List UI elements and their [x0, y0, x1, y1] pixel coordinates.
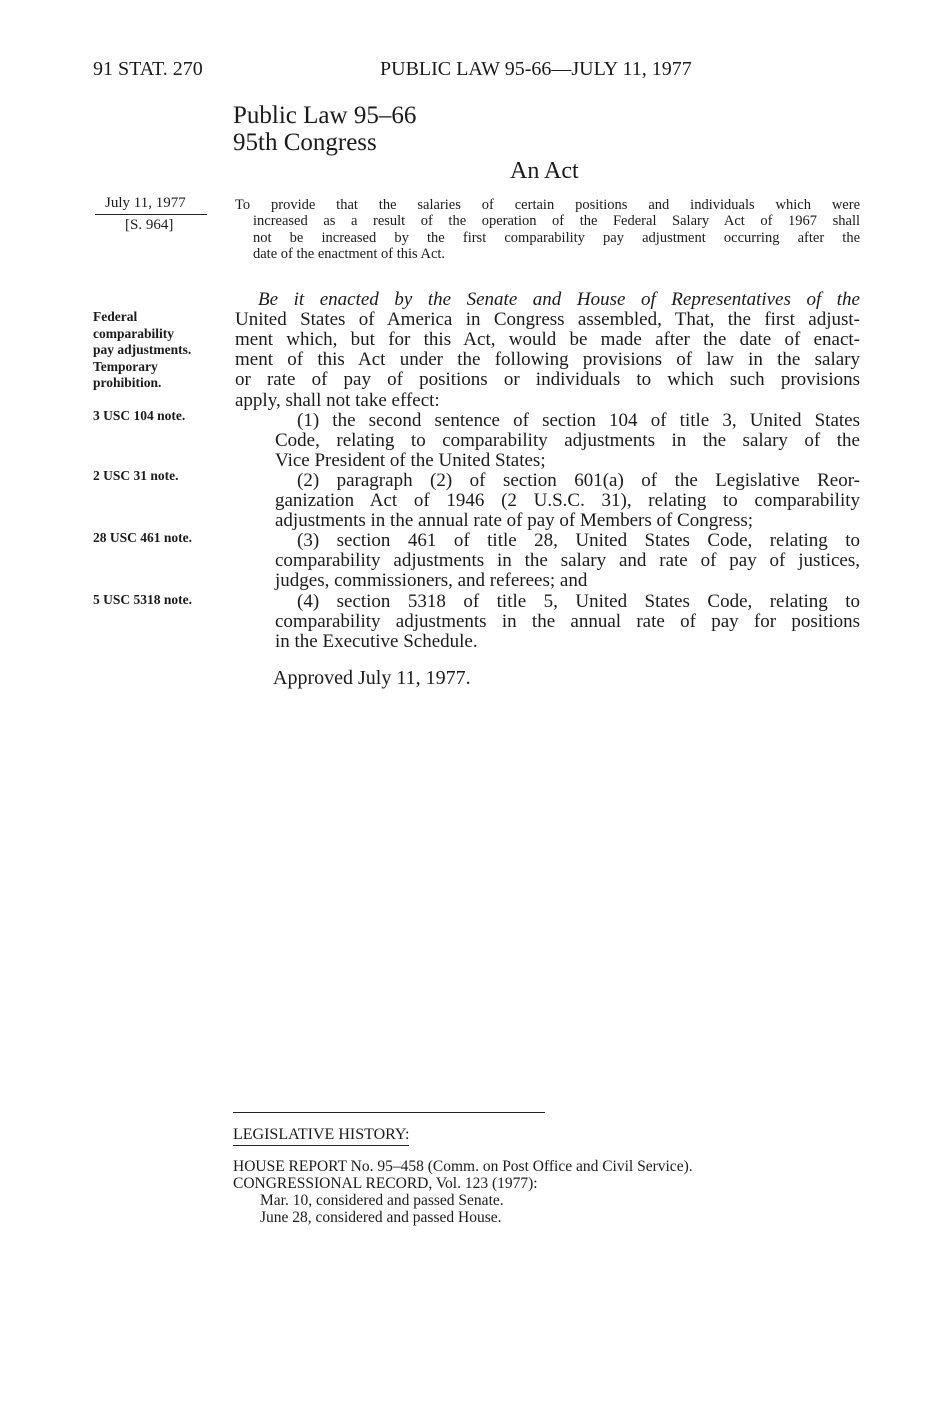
body-line: comparability adjustments in the salary and rate of pay of justices,	[275, 550, 860, 572]
public-law-number: Public Law 95–66	[233, 102, 417, 129]
margin-note: 28 USC 461 note.	[93, 530, 193, 545]
history-rule	[233, 1112, 545, 1113]
margin-note: 2 USC 31 note.	[93, 468, 179, 483]
purpose-line: To provide that the salaries of certain positions and individuals which were	[235, 197, 860, 213]
history-line: Mar. 10, considered and passed Senate.	[260, 1192, 504, 1209]
margin-note: 5 USC 5318 note.	[93, 592, 193, 607]
margin-topic-line: pay adjustments.	[93, 342, 192, 357]
congress-label: 95th Congress	[233, 129, 377, 156]
body-line: Vice President of the United States;	[275, 449, 546, 471]
body-line: (3) section 461 of title 28, United States Code, relating to	[297, 530, 860, 552]
history-line: June 28, considered and passed House.	[260, 1209, 502, 1226]
running-title: PUBLIC LAW 95-66—JULY 11, 1977	[380, 58, 692, 80]
body-line: Code, relating to comparability adjustments in the salary of the	[275, 429, 860, 451]
legislative-history-heading: LEGISLATIVE HISTORY:	[233, 1126, 409, 1146]
act-label: An Act	[510, 158, 579, 184]
body-line: United States of America in Congress assembled, That, the first adjust-	[235, 309, 860, 331]
enacting-clause: Be it enacted by the Senate and House of Representatives of the	[258, 289, 860, 310]
margin-date-rule	[95, 214, 207, 215]
approval-date: Approved July 11, 1977.	[273, 667, 471, 689]
body-line: ment of this Act under the following provisions of law in the salary	[235, 349, 860, 371]
body-line: ganization Act of 1946 (2 U.S.C. 31), relating to comparability	[275, 490, 860, 511]
body-line: adjustments in the annual rate of pay of Members of Congress;	[275, 510, 754, 532]
stat-page-number: 91 STAT. 270	[93, 58, 203, 80]
margin-date: July 11, 1977	[105, 195, 186, 211]
body-line: ment which, but for this Act, would be made after the date of enact-	[235, 329, 860, 351]
body-line: in the Executive Schedule.	[275, 630, 478, 652]
body-line: apply, shall not take effect:	[235, 389, 440, 411]
body-line: or rate of pay of positions or individuals to which such provisions	[235, 369, 860, 391]
body-line: (4) section 5318 of title 5, United States Code, relating to	[297, 590, 860, 612]
history-line: HOUSE REPORT No. 95–458 (Comm. on Post Office and Civil Service).	[233, 1158, 693, 1175]
body-line: (1) the second sentence of section 104 of title 3, United States	[297, 409, 860, 431]
purpose-line: not be increased by the first comparability pay adjustment occurring after the	[253, 229, 860, 246]
margin-topic-line: Federal	[93, 309, 138, 324]
purpose-line: date of the enactment of this Act.	[253, 245, 446, 262]
margin-note: 3 USC 104 note.	[93, 408, 186, 423]
margin-topic-line: comparability	[93, 325, 174, 341]
history-line: CONGRESSIONAL RECORD, Vol. 123 (1977):	[233, 1175, 538, 1192]
margin-topic-line: Temporary	[93, 358, 158, 374]
body-line: (2) paragraph (2) of section 601(a) of the Legislative Reor-	[297, 469, 860, 491]
margin-topic-line: prohibition.	[93, 375, 162, 390]
body-line: comparability adjustments in the annual rate of pay for positions	[275, 610, 860, 632]
purpose-line: increased as a result of the operation of the Federal Salary Act of 1967 shall	[253, 213, 860, 230]
margin-bill-number: [S. 964]	[125, 217, 174, 233]
body-line: judges, commissioners, and referees; and	[275, 570, 588, 592]
